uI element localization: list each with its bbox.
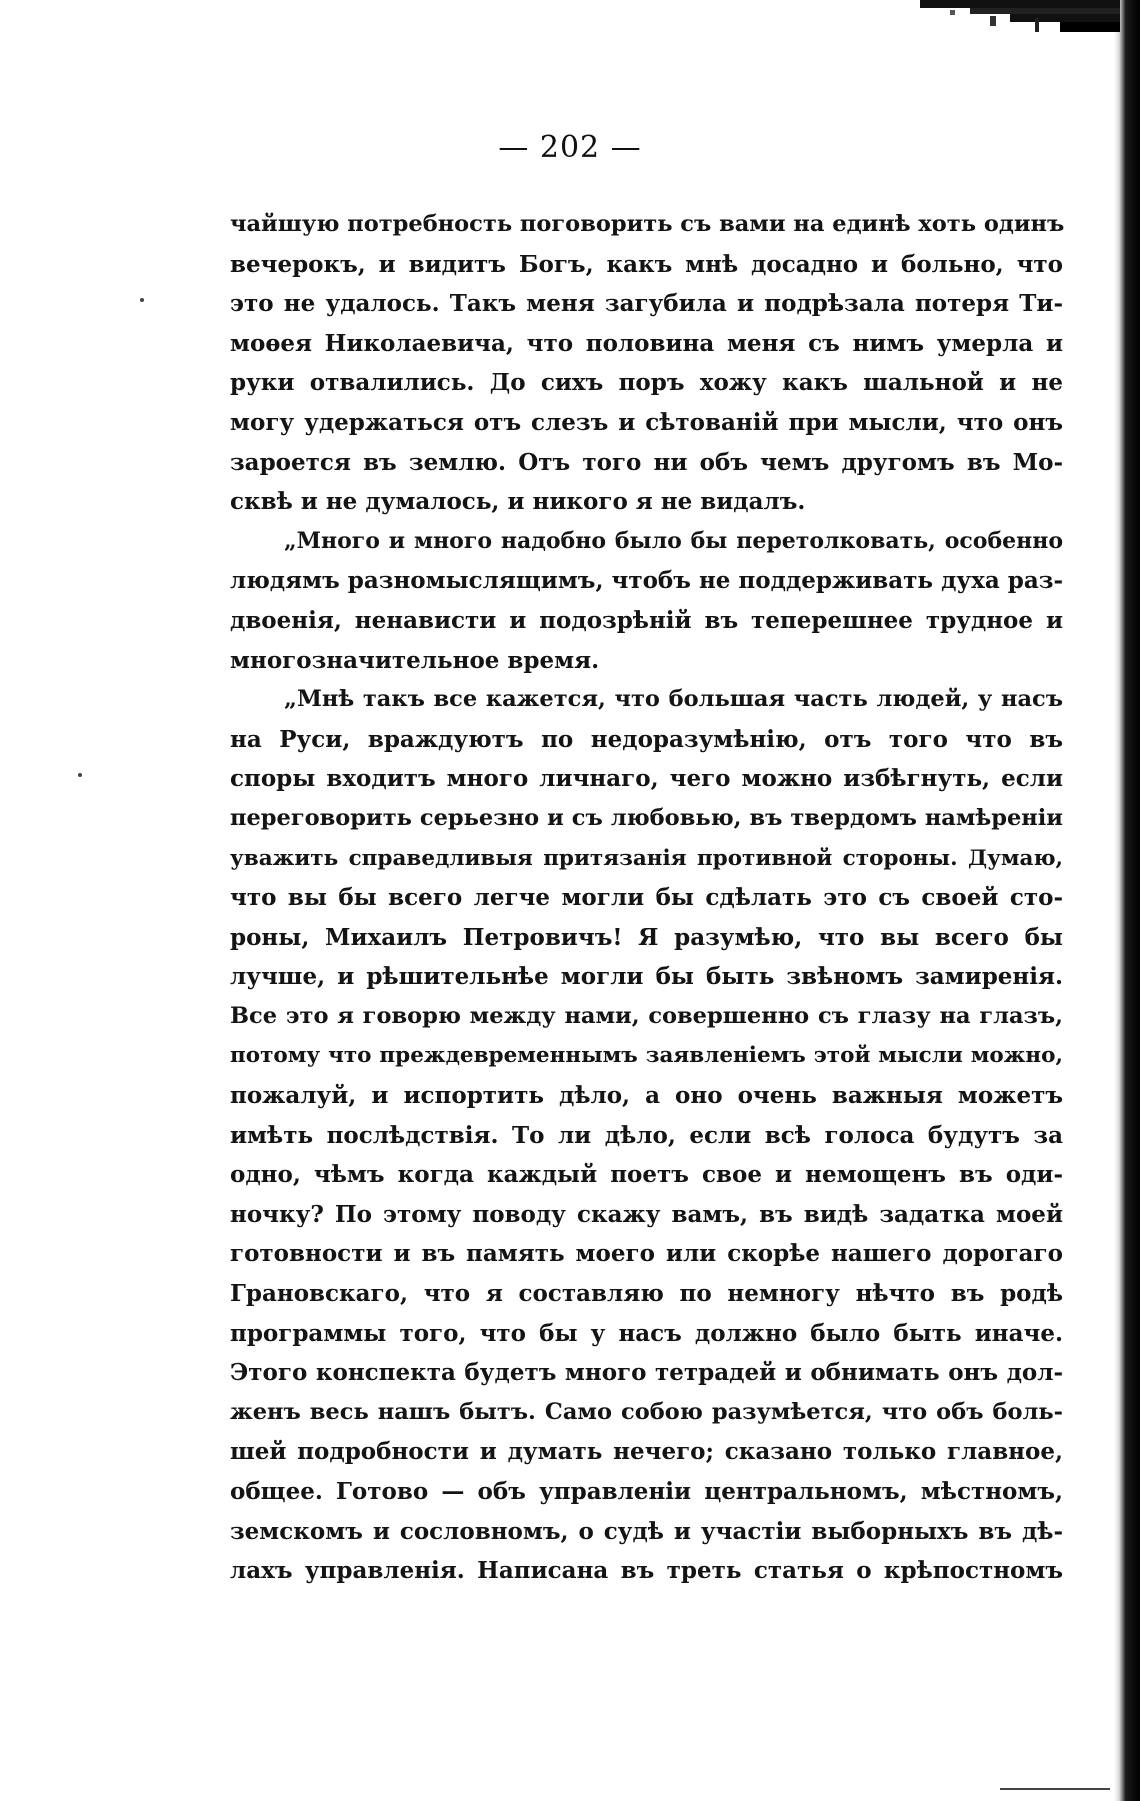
text-line: „Мнѣ такъ все кажется, что большая часть людей, у насъ: [284, 686, 1063, 713]
scan-bottom-mark: [1000, 1788, 1110, 1790]
text-line: руки отвалились. До сихъ поръ хожу какъ шальной и не: [230, 369, 1063, 397]
text-line: это не удалось. Такъ меня загубила и подрѣзала потеря Ти-: [230, 290, 1063, 318]
scan-speck: [78, 773, 82, 777]
text-line: уважить справедливыя притязанія противной стороны. Думаю,: [230, 845, 1063, 871]
body-text: [230, 205, 1063, 1591]
text-line: лахъ управленія. Написана въ треть статья о крѣпостномъ: [230, 1557, 1063, 1585]
text-line: людямъ разномыслящимъ, чтобъ не поддерживать духа раз-: [230, 567, 1063, 595]
scan-artifact-top: [860, 0, 1120, 38]
page-number: — 202 —: [498, 130, 642, 165]
text-line: споры входитъ много личнаго, чего можно избѣгнуть, если: [230, 765, 1063, 793]
text-line: имѣть послѣдствія. То ли дѣло, если всѣ голоса будутъ за: [230, 1121, 1063, 1149]
text-line: сквѣ и не думалось, и никого я не видалъ.: [230, 488, 806, 516]
text-line: многозначительное время.: [230, 646, 600, 674]
text-line: „Много и много надобно было бы перетолковать, особенно: [284, 527, 1063, 554]
text-line: двоенія, ненависти и подозрѣній въ теперешнее трудное и: [230, 606, 1063, 634]
text-line: Грановскаго, что я составляю по немногу нѣчто въ родѣ: [230, 1280, 1063, 1308]
text-line: Все это я говорю между нами, совершенно съ глазу на глазъ,: [230, 1002, 1063, 1029]
text-line: роны, Михаилъ Петровичъ! Я разумѣю, что вы всего бы: [230, 923, 1063, 951]
text-line: на Руси, враждуютъ по недоразумѣнію, отъ того что въ: [230, 725, 1063, 753]
text-line: лучше, и рѣшительнѣе могли бы быть звѣномъ замиренія.: [230, 963, 1063, 991]
text-line: одно, чѣмъ когда каждый поетъ свое и немощенъ въ оди-: [230, 1161, 1063, 1189]
text-line: Этого конспекта будетъ много тетрадей и обнимать онъ дол-: [230, 1359, 1063, 1387]
text-line: потому что преждевременнымъ заявленіемъ этой мысли можно,: [230, 1043, 1063, 1069]
text-line: переговорить серьезно и съ любовью, въ твердомъ намѣреніи: [230, 804, 1063, 831]
text-line: могу удержаться отъ слезъ и сѣтованій при мысли, что онъ: [230, 408, 1063, 436]
scan-edge-shadow: [1114, 0, 1140, 1801]
text-line: общее. Готово — объ управленіи центральномъ, мѣстномъ,: [230, 1478, 1063, 1505]
text-line: ночку? По этому поводу скажу вамъ, въ видѣ задатка моей: [230, 1200, 1063, 1228]
text-line: программы того, что бы у насъ должно было быть иначе.: [230, 1319, 1063, 1347]
text-line: шей подробности и думать нечего; сказано только главное,: [230, 1438, 1063, 1466]
text-line: женъ весь нашъ бытъ. Само собою разумѣется, что объ боль-: [230, 1398, 1063, 1425]
text-line: вечерокъ, и видитъ Богъ, какъ мнѣ досадно и больно, что: [230, 250, 1063, 278]
scan-speck: [140, 298, 144, 302]
text-line: пожалуй, и испортить дѣло, а оно очень важныя можетъ: [230, 1082, 1063, 1110]
text-line: чайшую потребность поговорить съ вами на единѣ хоть одинъ: [230, 211, 1065, 237]
text-line: земскомъ и сословномъ, о судѣ и участіи выборныхъ въ дѣ-: [230, 1517, 1063, 1545]
text-line: моѳея Николаевича, что половина меня съ нимъ умерла и: [230, 329, 1063, 357]
text-line: что вы бы всего легче могли бы сдѣлать это съ своей сто-: [230, 884, 1063, 912]
text-line: готовности и въ память моего или скорѣе нашего дорогаго: [230, 1240, 1063, 1268]
text-line: зароется въ землю. Отъ того ни объ чемъ другомъ въ Мо-: [230, 448, 1063, 476]
